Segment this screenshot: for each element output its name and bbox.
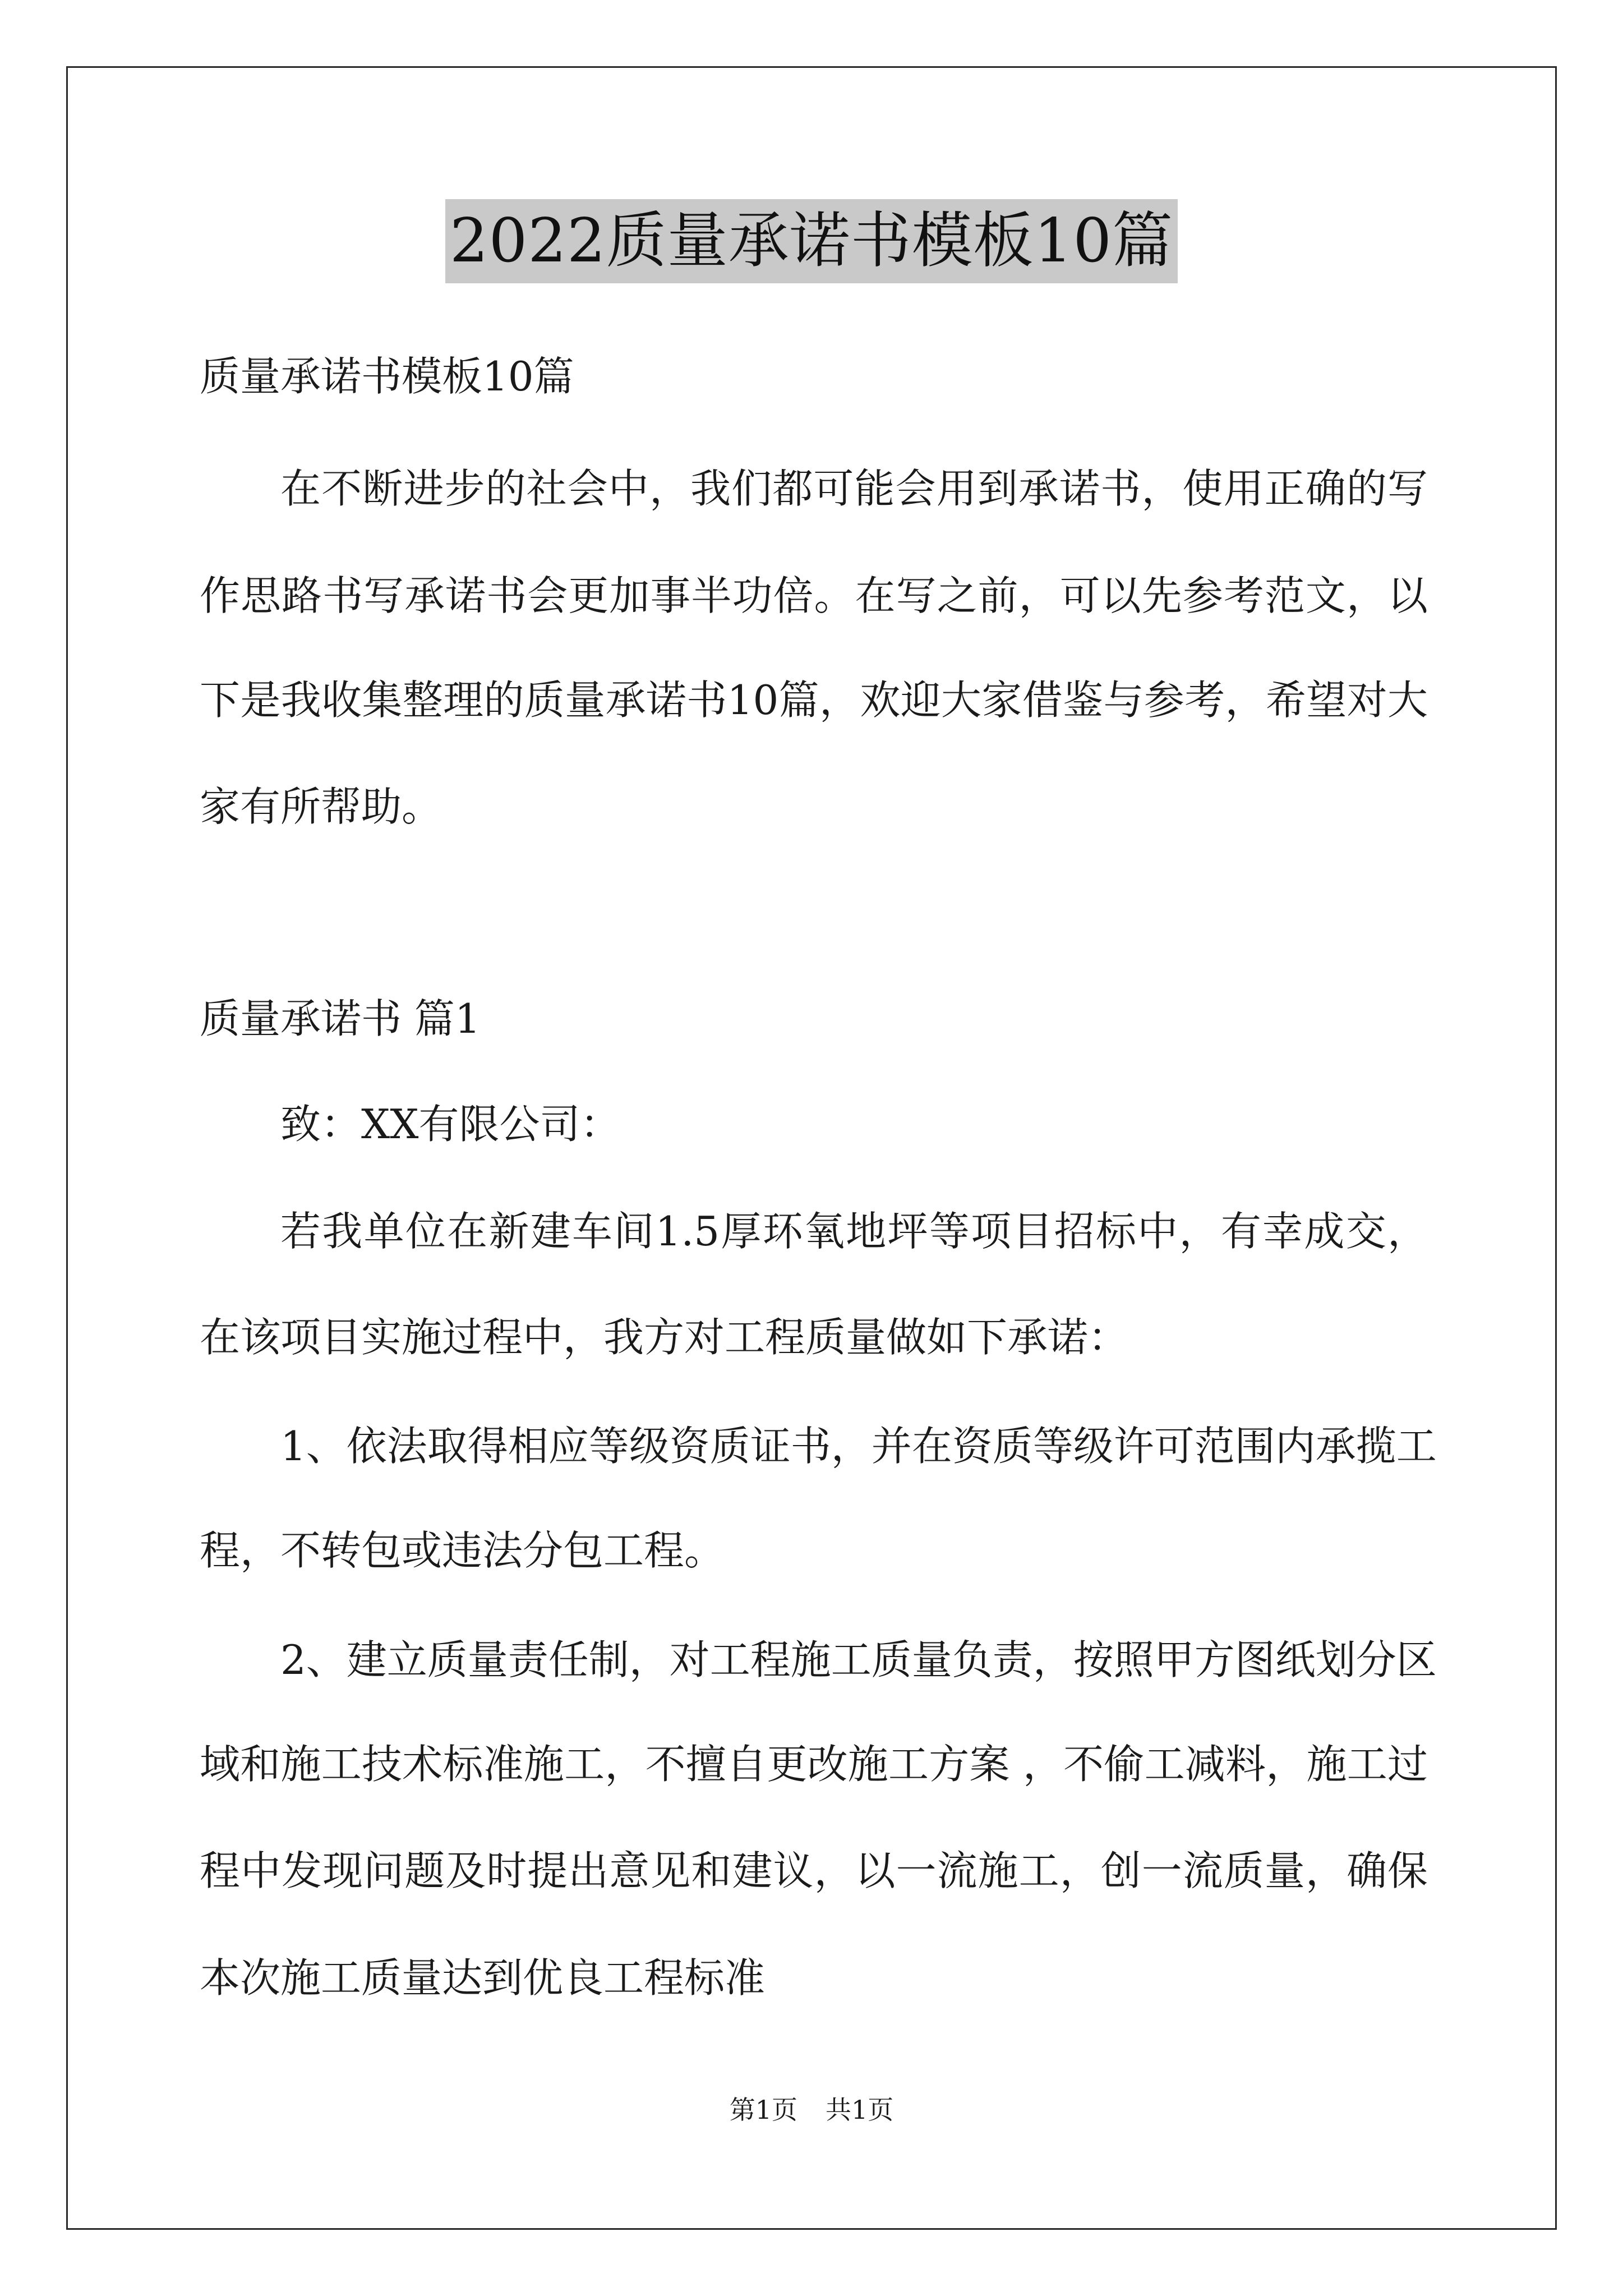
- section-heading: 质量承诺书 篇1: [200, 995, 481, 1042]
- item2-line-2: 域和施工技术标准施工，不擅自更改施工方案 ，不偷工减料，施工过: [200, 1741, 1428, 1788]
- item2-line-4: 本次施工质量达到优良工程标准: [200, 1954, 766, 2001]
- page-total: 共1页: [826, 2095, 894, 2125]
- item2-line-3: 程中发现问题及时提出意见和建议，以一流施工，创一流质量，确保: [200, 1847, 1428, 1894]
- title-container: [0, 199, 1623, 283]
- salutation: 致：XX有限公司：: [280, 1101, 621, 1148]
- page-number: 第1页: [729, 2095, 797, 2125]
- para1-line-1: 若我单位在新建车间1.5厚环氧地坪等项目招标中，有幸成交，: [280, 1208, 1428, 1255]
- intro-line-3: 下是我收集整理的质量承诺书10篇，欢迎大家借鉴与参考，希望对大: [200, 677, 1428, 724]
- intro-line-2: 作思路书写承诺书会更加事半功倍。在写之前，可以先参考范文，以: [200, 572, 1428, 619]
- page-footer: [0, 2093, 1623, 2127]
- document-subtitle: 质量承诺书模板10篇: [200, 353, 574, 400]
- intro-line-1: 在不断进步的社会中，我们都可能会用到承诺书，使用正确的写: [280, 465, 1428, 512]
- item2-line-1: 2、建立质量责任制，对工程施工质量负责，按照甲方图纸划分区: [280, 1636, 1437, 1683]
- intro-line-4: 家有所帮助。: [200, 783, 442, 830]
- para1-line-2: 在该项目实施过程中，我方对工程质量做如下承诺：: [200, 1314, 1129, 1361]
- document-title: 2022质量承诺书模板10篇: [445, 199, 1178, 283]
- item1-line-1: 1、依法取得相应等级资质证书，并在资质等级许可范围内承揽工: [280, 1423, 1437, 1470]
- item1-line-2: 程，不转包或违法分包工程。: [200, 1527, 725, 1574]
